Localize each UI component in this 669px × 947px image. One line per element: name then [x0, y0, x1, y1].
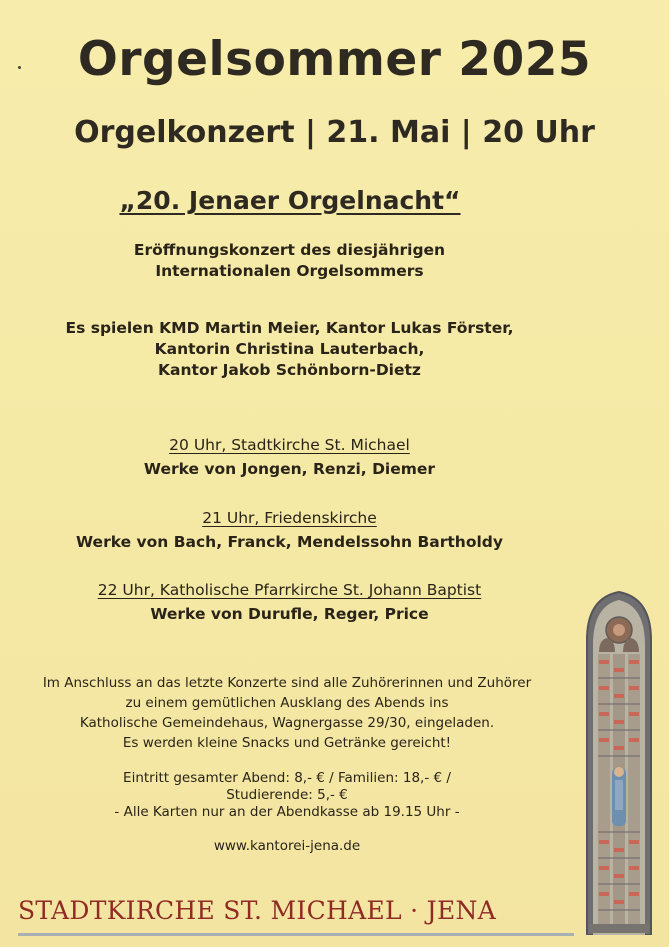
event-name: „20. Jenaer Orgelnacht“: [119, 186, 461, 215]
info-line: Katholische Gemeindehaus, Wagnergasse 29/30, eingeladen.: [79, 715, 495, 731]
church-window-graphic: [585, 590, 653, 935]
info-line: Im Anschluss an das letzte Konzerte sind alle Zuhörerinnen und Zuhörer: [42, 675, 532, 691]
footer-divider: [18, 933, 574, 936]
footer-title: STADTKIRCHE ST. MICHAEL · JENA: [18, 896, 497, 925]
concert-1-venue: 20 Uhr, Stadtkirche St. Michael: [169, 436, 410, 454]
info-text: [0, 673, 574, 753]
intro-line: Internationalen Orgelsommers: [155, 262, 424, 280]
page-subtitle: Orgelkonzert | 21. Mai | 20 Uhr: [74, 115, 595, 150]
players-line: Kantorin Christina Lauterbach,: [154, 340, 425, 358]
info-line: Es werden kleine Snacks und Getränke gereicht!: [122, 735, 452, 751]
concert-1-works: Werke von Jongen, Renzi, Diemer: [143, 460, 436, 478]
price-line: Eintritt gesamter Abend: 8,- € / Familien: 18,- € /: [123, 770, 451, 786]
church-window-icon: [585, 590, 653, 935]
price-text: [0, 770, 574, 821]
info-line: zu einem gemütlichen Ausklang des Abends ins: [125, 695, 449, 711]
players-line: Kantor Jakob Schönborn-Dietz: [158, 361, 421, 379]
players-line: Es spielen KMD Martin Meier, Kantor Lukas Förster,: [65, 319, 514, 337]
page-title: Orgelsommer 2025: [77, 32, 592, 87]
website-link[interactable]: www.kantorei-jena.de: [213, 838, 361, 854]
price-line: - Alle Karten nur an der Abendkasse ab 19.15 Uhr -: [114, 804, 460, 820]
concert-2-venue: 21 Uhr, Friedenskirche: [202, 509, 377, 527]
intro-line: Eröffnungskonzert des diesjährigen: [133, 241, 446, 259]
price-line: Studierende: 5,- €: [226, 787, 348, 803]
players-text: [0, 318, 579, 381]
concert-2-works: Werke von Bach, Franck, Mendelssohn Bartholdy: [76, 533, 503, 551]
intro-text: [0, 240, 579, 282]
concert-3-works: Werke von Durufle, Reger, Price: [150, 605, 429, 623]
concert-3-venue: 22 Uhr, Katholische Pfarrkirche St. Johann Baptist: [97, 581, 482, 599]
